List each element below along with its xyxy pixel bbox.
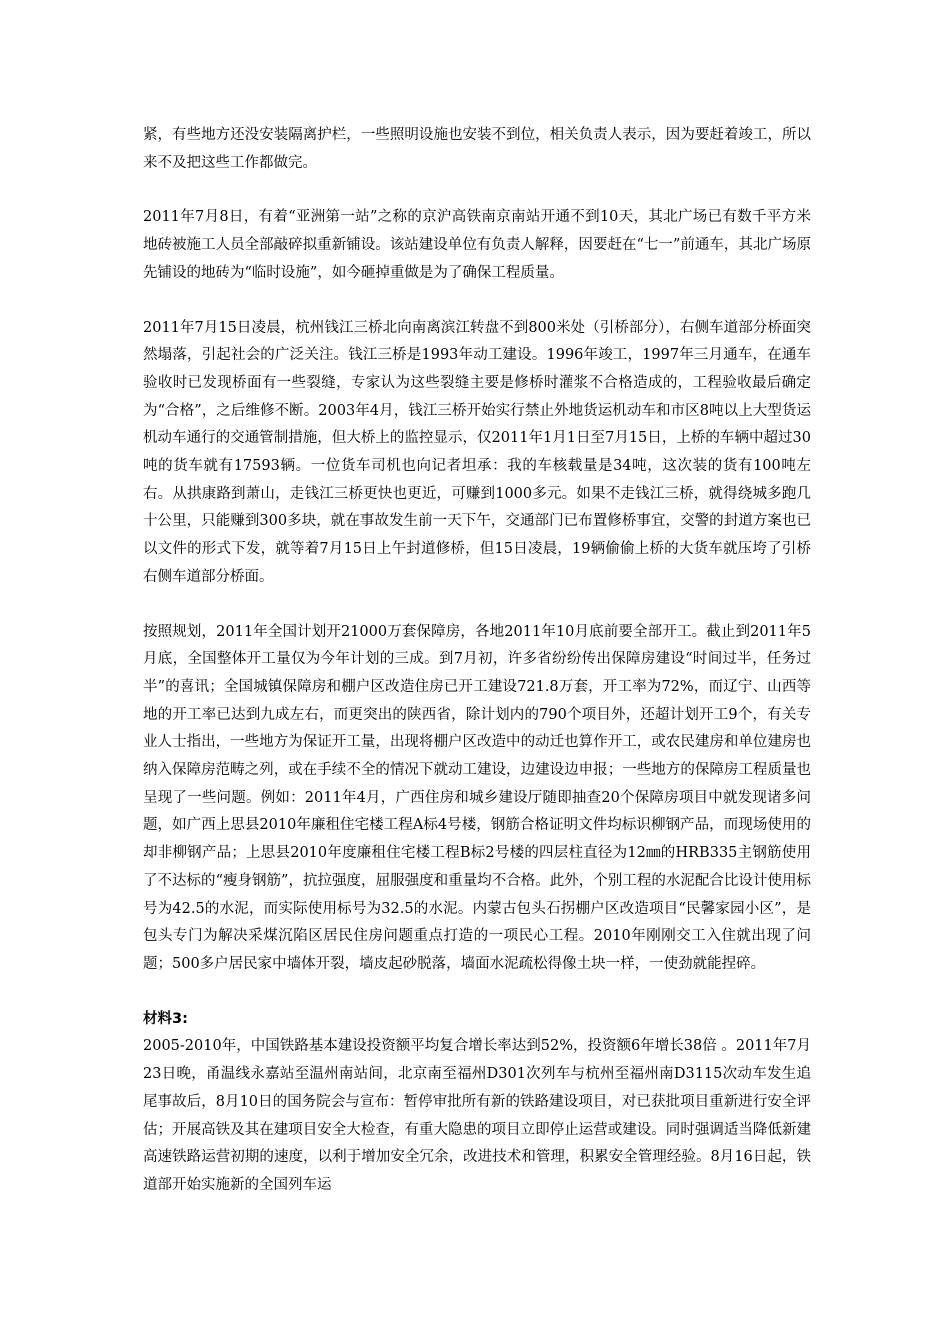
paragraph-construction-rush: 紧，有些地方还没安装隔离护栏，一些照明设施也安装不到位，相关负责人表示，因为要赶着竣工，所以来不及把这些工作都做完。 bbox=[143, 127, 811, 171]
paragraph-affordable-housing: 按照规划，2011年全国计划开21000万套保障房，各地2011年10月底前要全部开工。截止到2011年5月底，全国整体开工量仅为今年计划的三成。到7月初，许多省纷纷传出保障房建设“时间过半，任务过半”的喜讯；全国城镇保障房和棚户区改造住房已开工建设721.8万套，开工率为72%，而辽宁、山西等地的开工率已达到九成左右，而更突出的陕西省，除计划内的790个项目外，还超计划开工9个，有关专业人士指出，一些地方为保证开工量，出现将棚户区改造中的动迁也算作开工，或农民建房和单位建房也纳入保障房范畴之列，或在手续不全的情况下就动工建设，边建设边申报；一些地方的保障房工程质量也呈现了一些问题。例如：2011年4月，广西住房和城乡建设厅随即抽查20个保障房项目中就发现诸多问题，如广西上思县2010年廉租住宅楼工程A标4号楼，钢筋合格证明文件均标识柳钢产品，而现场使用的却非柳钢产品；上思县2010年度廉租住宅楼工程B标2号楼的四层柱直径为12㎜的HRB335主钢筋使用了不达标的“瘦身钢筋”，抗拉强度，屈服强度和重量均不合格。此外，个别工程的水泥配合比设计使用标号为42.5的水泥，而实际使用标号为32.5的水泥。内蒙古包头石拐棚户区改造项目“民馨家园小区”，是包头专门为解决采煤沉陷区居民住房问题重点打造的一项民心工程。2010年刚刚交工入住就出现了问题；500多户居民家中墙体开裂，墙皮起砂脱落，墙面水泥疏松得像土块一样，一使劲就能捏碎。 bbox=[143, 623, 811, 972]
paragraph-qianjiang-bridge: 2011年7月15日凌晨，杭州钱江三桥北向南离滨江转盘不到800米处（引桥部分），右侧车道部分桥面突然塌落，引起社会的广泛关注。钱江三桥是1993年动工建设。1996年竣工，1997年三月通车，在通车验收时已发现桥面有一些裂缝，专家认为这些裂缝主要是修桥时灌浆不合格造成的，工程验收最后确定为“合格”，之后维修不断。2003年4月，钱江三桥开始实行禁止外地货运机动车和市区8吨以上大型货运机动车通行的交通管制措施，但大桥上的监控显示，仅2011年1月1日至7月15日，上桥的车辆中超过30吨的货车就有17593辆。一位货车司机也向记者坦承：我的车核载量是34吨，这次装的货有100吨左右。从拱康路到萧山，走钱江三桥更快也更近，可赚到1000多元。如果不走钱江三桥，就得绕城多跑几十公里，只能赚到300多块，就在事故发生前一天下午，交通部门已布置修桥事宜，交警的封道方案也已以文件的形式下发，就等着7月15日上午封道修桥，但15日凌晨，19辆偷偷上桥的大货车就压垮了引桥右侧车道部分桥面。 bbox=[143, 319, 811, 585]
document-page bbox=[143, 122, 811, 1200]
section-heading-material-3: 材料3: bbox=[143, 1010, 188, 1027]
paragraph-nanjing-south-station: 2011年7月8日，有着“亚洲第一站”之称的京沪高铁南京南站开通不到10天，其北广场已有数千平方米地砖被施工人员全部敲碎拟重新铺设。该站建设单位有负责人解释，因要赶在“七一”前通车，其北广场原先铺设的地砖为“临时设施”，如今砸掉重做是为了确保工程质量。 bbox=[143, 209, 811, 281]
paragraph-railway-investment: 2005-2010年，中国铁路基本建设投资额平均复合增长率达到52%，投资额6年增长38倍 。2011年7月23日晚，甬温线永嘉站至温州南站间，北京南至福州D301次列车与杭州至福州南D3115次动车发生追尾事故后，8月10日的国务院会与宣布：暂停审批所有新的铁路建设项目，对已获批项目重新进行安全评估；开展高铁及其在建项目安全大检查，有重大隐患的项目立即停止运营或建设。同时强调适当降低新建高速铁路运营初期的速度，以利于增加安全冗余，改进技术和管理，积累安全管理经验。8月16日起，铁道部开始实施新的全国列车运 bbox=[143, 1038, 811, 1193]
